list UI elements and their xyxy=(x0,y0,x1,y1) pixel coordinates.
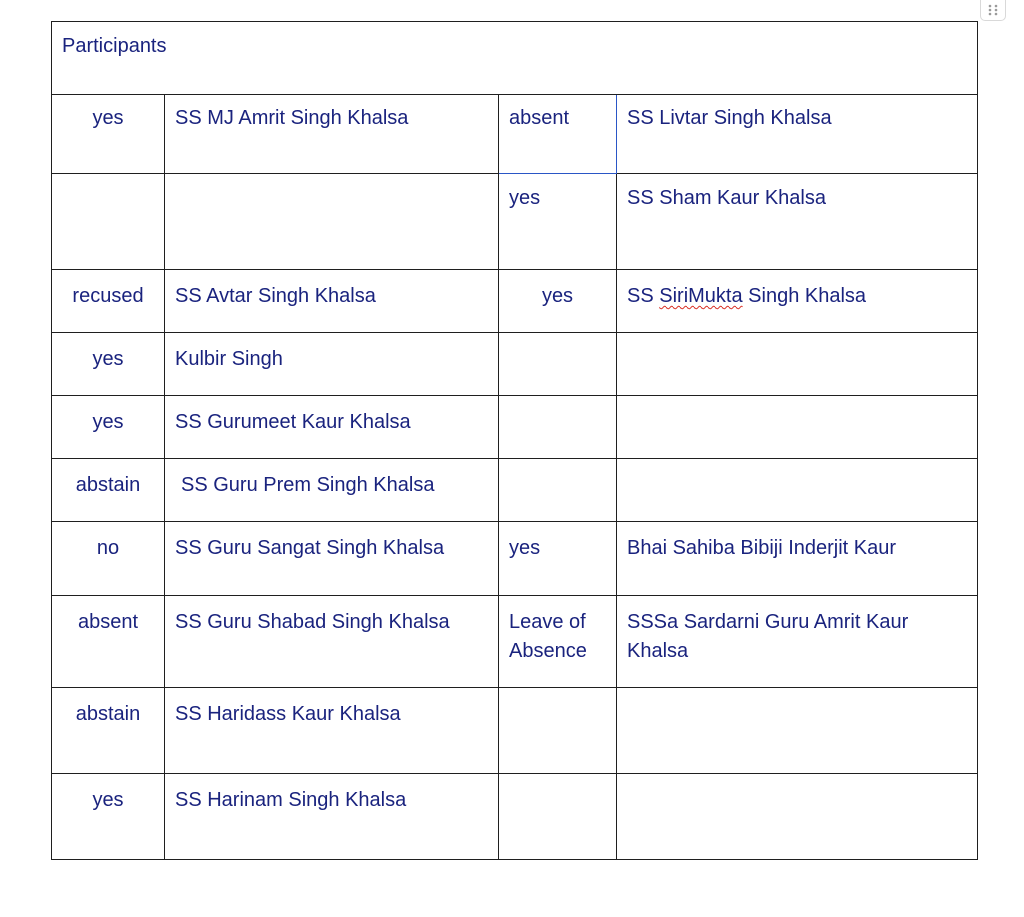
participants-table xyxy=(51,21,978,860)
name-suffix: Singh Khalsa xyxy=(742,285,867,307)
name-cell[interactable]: SS Gurumeet Kaur Khalsa xyxy=(165,396,499,459)
name-cell[interactable]: Bhai Sahiba Bibiji Inderjit Kaur xyxy=(617,522,978,596)
table-drag-handle[interactable] xyxy=(980,0,1006,21)
table-title-cell[interactable] xyxy=(52,22,978,95)
status-cell[interactable] xyxy=(499,459,617,522)
name-cell[interactable]: SS Avtar Singh Khalsa xyxy=(165,270,499,333)
status-cell[interactable]: absent xyxy=(52,596,165,688)
status-cell[interactable] xyxy=(499,688,617,774)
table-row xyxy=(52,522,978,596)
status-cell[interactable]: yes xyxy=(52,95,165,174)
spellcheck-flagged-word[interactable]: SiriMukta xyxy=(659,285,743,307)
name-cell[interactable] xyxy=(617,396,978,459)
status-cell[interactable]: yes xyxy=(499,522,617,596)
status-cell[interactable]: no xyxy=(52,522,165,596)
status-cell[interactable] xyxy=(499,333,617,396)
table-row xyxy=(52,459,978,522)
status-cell[interactable]: yes xyxy=(499,174,617,270)
table-row xyxy=(52,95,978,174)
name-cell[interactable]: SSSa Sardarni Guru Amrit Kaur Khalsa xyxy=(617,596,978,688)
table-title: Participants xyxy=(62,35,167,57)
status-cell[interactable]: yes xyxy=(52,774,165,860)
name-cell[interactable] xyxy=(617,333,978,396)
status-cell[interactable]: Leave of Absence xyxy=(499,596,617,688)
status-cell[interactable] xyxy=(499,774,617,860)
table-row xyxy=(52,396,978,459)
drag-grip-icon xyxy=(987,3,999,17)
name-cell[interactable]: SS Livtar Singh Khalsa xyxy=(617,95,978,174)
table-row xyxy=(52,174,978,270)
name-cell[interactable]: SS Haridass Kaur Khalsa xyxy=(165,688,499,774)
name-cell[interactable] xyxy=(617,774,978,860)
table-row xyxy=(52,596,978,688)
status-cell[interactable]: absent xyxy=(499,95,617,174)
name-cell[interactable]: SS Sham Kaur Khalsa xyxy=(617,174,978,270)
name-cell[interactable] xyxy=(617,270,978,333)
name-cell[interactable]: SS MJ Amrit Singh Khalsa xyxy=(165,95,499,174)
table-row xyxy=(52,270,978,333)
table-row xyxy=(52,774,978,860)
table-row xyxy=(52,333,978,396)
name-cell[interactable]: SS Guru Sangat Singh Khalsa xyxy=(165,522,499,596)
status-cell[interactable] xyxy=(499,396,617,459)
name-cell[interactable]: SS Harinam Singh Khalsa xyxy=(165,774,499,860)
status-cell[interactable]: recused xyxy=(52,270,165,333)
name-cell[interactable]: SS Guru Prem Singh Khalsa xyxy=(165,459,499,522)
status-cell[interactable] xyxy=(52,174,165,270)
status-cell[interactable]: abstain xyxy=(52,688,165,774)
name-cell[interactable]: Kulbir Singh xyxy=(165,333,499,396)
status-cell[interactable]: yes xyxy=(499,270,617,333)
table-row xyxy=(52,688,978,774)
table-title-row xyxy=(52,22,978,95)
status-cell[interactable]: yes xyxy=(52,396,165,459)
status-cell[interactable]: yes xyxy=(52,333,165,396)
status-cell[interactable]: abstain xyxy=(52,459,165,522)
name-cell[interactable] xyxy=(165,174,499,270)
name-cell[interactable] xyxy=(617,688,978,774)
name-cell[interactable]: SS Guru Shabad Singh Khalsa xyxy=(165,596,499,688)
name-cell[interactable] xyxy=(617,459,978,522)
name-prefix: SS xyxy=(627,285,660,307)
